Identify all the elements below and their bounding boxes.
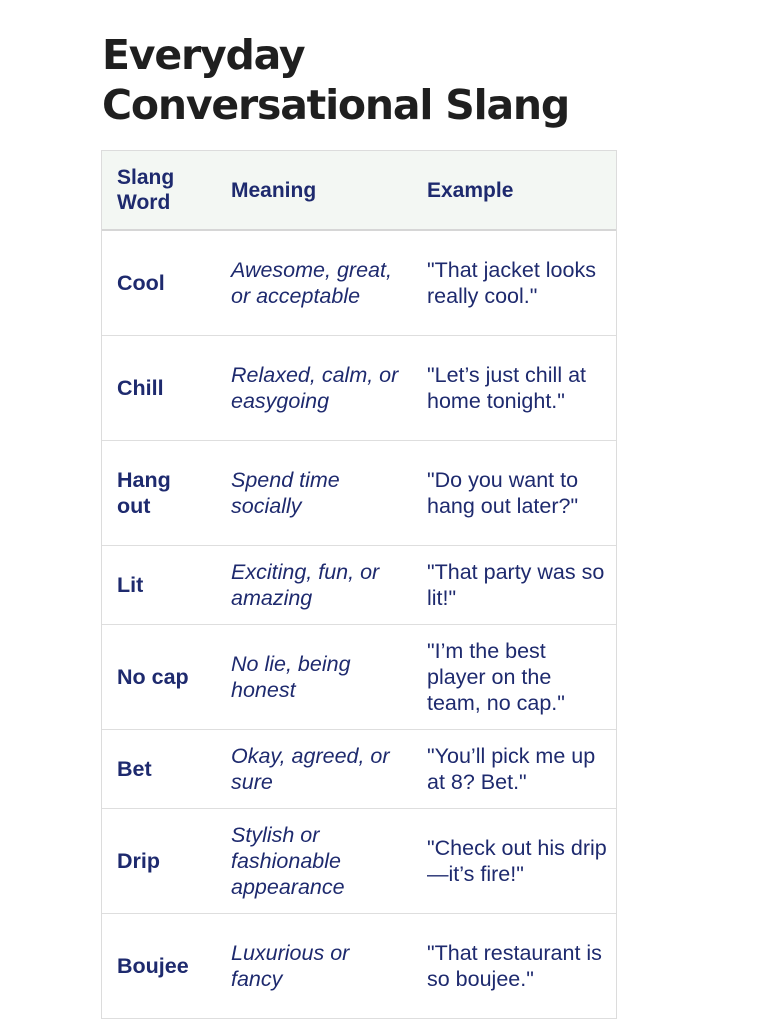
meaning-cell: Okay, agreed, or sure	[216, 729, 412, 808]
meaning-cell: Awesome, great, or acceptable	[216, 230, 412, 335]
table-row	[102, 913, 616, 1018]
meaning-cell: Stylish or fashionable appearance	[216, 808, 412, 913]
slang-word-cell: Drip	[102, 808, 216, 913]
meaning-cell: Luxurious or fancy	[216, 913, 412, 1018]
slang-word-cell: Chill	[102, 335, 216, 440]
page-title-line-1: Everyday	[102, 31, 305, 79]
header-example: Example	[412, 151, 616, 230]
page-title-line-2: Conversational Slang	[102, 81, 570, 129]
slang-table-container	[101, 150, 617, 1019]
header-slang-word: Slang Word	[102, 151, 216, 230]
meaning-cell: No lie, being honest	[216, 624, 412, 729]
meaning-cell: Relaxed, calm, or easygoing	[216, 335, 412, 440]
example-cell: "That jacket looks really cool."	[412, 230, 616, 335]
slang-word-cell: Cool	[102, 230, 216, 335]
example-cell: "Let’s just chill at home tonight."	[412, 335, 616, 440]
example-cell: "That party was so lit!"	[412, 545, 616, 624]
meaning-cell: Spend time socially	[216, 440, 412, 545]
table-header-row	[102, 151, 616, 230]
slang-table	[102, 151, 616, 1019]
table-row	[102, 808, 616, 913]
slang-word-cell: Boujee	[102, 913, 216, 1018]
table-row	[102, 440, 616, 545]
example-cell: "That restaurant is so boujee."	[412, 913, 616, 1018]
page-title	[102, 30, 702, 130]
slang-word-cell: Hang out	[102, 440, 216, 545]
table-row	[102, 729, 616, 808]
example-cell: "You’ll pick me up at 8? Bet."	[412, 729, 616, 808]
table-row	[102, 624, 616, 729]
table-row	[102, 335, 616, 440]
example-cell: "Check out his drip—it’s fire!"	[412, 808, 616, 913]
example-cell: "I’m the best player on the team, no cap."	[412, 624, 616, 729]
example-cell: "Do you want to hang out later?"	[412, 440, 616, 545]
table-row	[102, 230, 616, 335]
header-meaning: Meaning	[216, 151, 412, 230]
slang-word-cell: Bet	[102, 729, 216, 808]
slang-word-cell: Lit	[102, 545, 216, 624]
table-row	[102, 545, 616, 624]
slang-word-cell: No cap	[102, 624, 216, 729]
meaning-cell: Exciting, fun, or amazing	[216, 545, 412, 624]
